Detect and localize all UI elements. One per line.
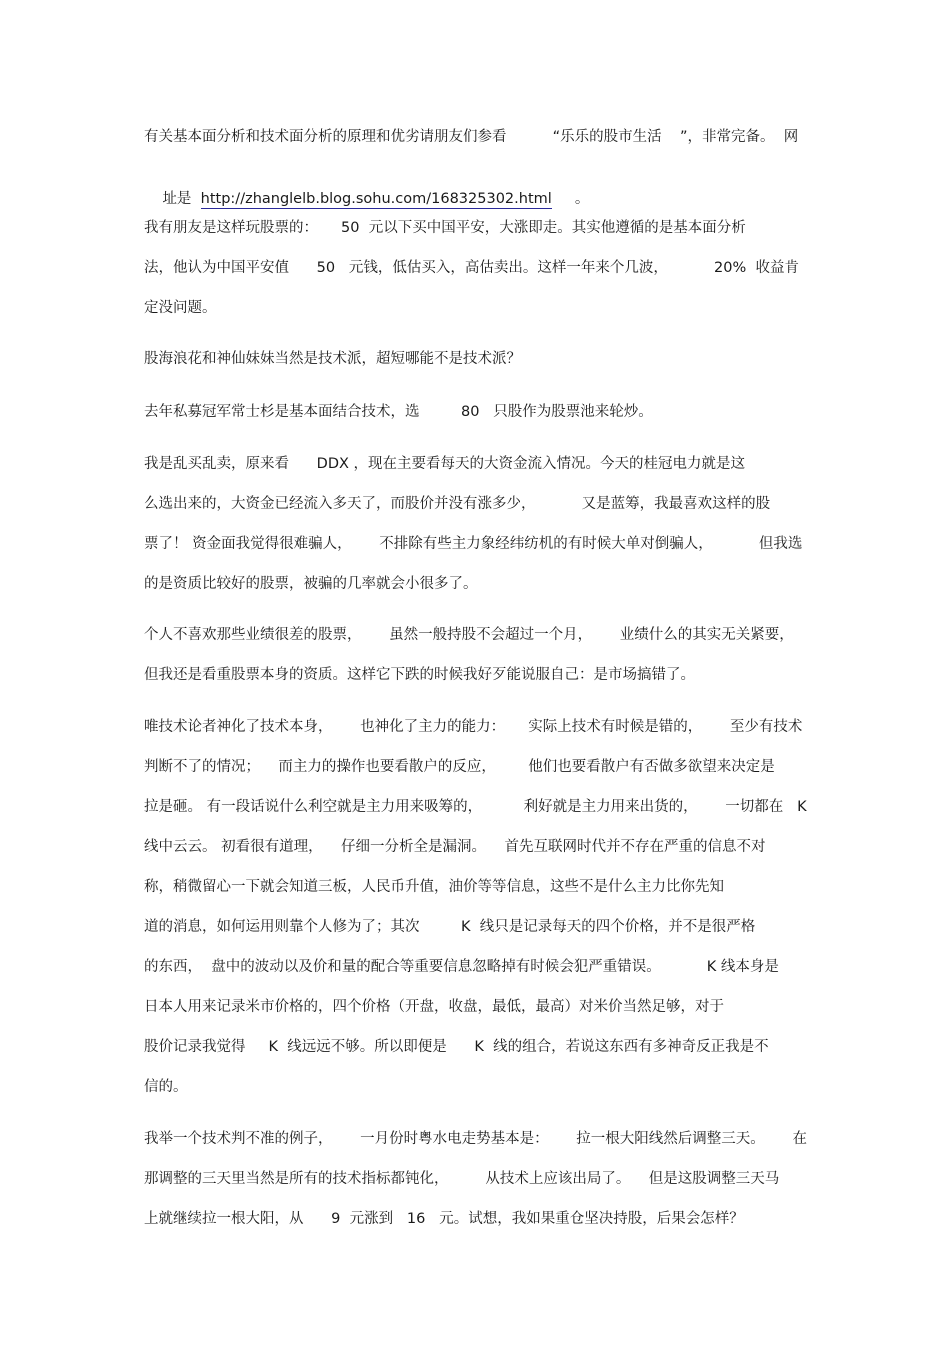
text-line: 个人不喜欢那些业绩很差的股票， 虽然一般持股不会超过一个月， 业绩什么的其实无关紧要， — [144, 627, 794, 643]
text-line: 我是乱买乱卖，原来看 DDX ，现在主要看每天的大资金流入情况。今天的桂冠电力就是这 — [144, 456, 746, 472]
text-line: 唯技术论者神化了技术本身， 也神化了主力的能力： 实际上技术有时候是错的， 至少有技术 — [144, 719, 803, 735]
text-line: 日本人用来记录米市价格的，四个价格（开盘，收盘，最低，最高）对米价当然足够，对于 — [144, 999, 724, 1015]
text-line: 票了！ 资金面我觉得很难骗人， 不排除有些主力象经纬纺机的有时候大单对倒骗人， 但我选 — [144, 536, 803, 552]
text-line: 线中云云。 初看很有道理， 仔细一分析全是漏洞。 首先互联网时代并不存在严重的信息不对 — [144, 839, 766, 855]
text-line: 有关基本面分析和技术面分析的原理和优劣请朋友们参看 “乐乐的股市生活 ”，非常完备。 网 — [144, 129, 799, 145]
text-line: 判断不了的情况； 而主力的操作也要看散户的反应， 他们也要看散户有否做多欲望来决定是 — [144, 759, 775, 775]
text-line: 那调整的三天里当然是所有的技术指标都钝化， 从技术上应该出局了。 但是这股调整三天马 — [144, 1171, 780, 1187]
text-line: 上就继续拉一根大阳，从 9 元涨到 16 元。试想，我如果重仓坚决持股，后果会怎样？ — [144, 1211, 744, 1227]
text-line: 我举一个技术判不准的例子， 一月份时粤水电走势基本是： 拉一根大阳线然后调整三天。 在 — [144, 1131, 807, 1147]
text-line: 的是资质比较好的股票，被骗的几率就会小很多了。 — [144, 576, 478, 592]
text-line: 的东西， 盘中的波动以及价和量的配合等重要信息忽略掉有时候会犯严重错误。 K 线本身是 — [144, 959, 779, 975]
blog-url-link[interactable]: http://zhanglelb.blog.sohu.com/168325302.html — [200, 191, 552, 207]
text-line: 道的消息，如何运用则靠个人修为了；其次 K 线只是记录每天的四个价格，并不是很严格 — [144, 919, 756, 935]
text-line: 拉是砸。 有一段话说什么利空就是主力用来吸筹的， 利好就是主力用来出货的， 一切都在 K — [144, 799, 807, 815]
text-line: 去年私募冠军常士杉是基本面结合技术，选 80 只股作为股票池来轮炒。 — [144, 404, 653, 420]
text-line: 但我还是看重股票本身的资质。这样它下跌的时候我好歹能说服自己：是市场搞错了。 — [144, 667, 695, 683]
text-fragment: 。 — [551, 191, 590, 207]
text-line: 股海浪花和神仙妹妹当然是技术派，超短哪能不是技术派？ — [144, 351, 521, 367]
text-line — [144, 166, 824, 207]
text-line: 么选出来的，大资金已经流入多天了，而股价并没有涨多少， 又是蓝筹，我最喜欢这样的股 — [144, 496, 771, 512]
text-fragment: 址是 — [162, 191, 201, 207]
text-line: 法，他认为中国平安值 50 元钱，低估买入，高估卖出。这样一年来个几波， 20% 收益肯 — [144, 260, 799, 276]
text-line: 我有朋友是这样玩股票的： 50 元以下买中国平安，大涨即走。其实他遵循的是基本面分析 — [144, 220, 746, 236]
text-line: 股价记录我觉得 K 线远远不够。所以即便是 K 线的组合，若说这东西有多神奇反正我是不 — [144, 1039, 769, 1055]
text-line: 定没问题。 — [144, 300, 217, 316]
text-line: 信的。 — [144, 1079, 188, 1095]
text-line: 称，稍微留心一下就会知道三板，人民币升值，油价等等信息，这些不是什么主力比你先知 — [144, 879, 724, 895]
